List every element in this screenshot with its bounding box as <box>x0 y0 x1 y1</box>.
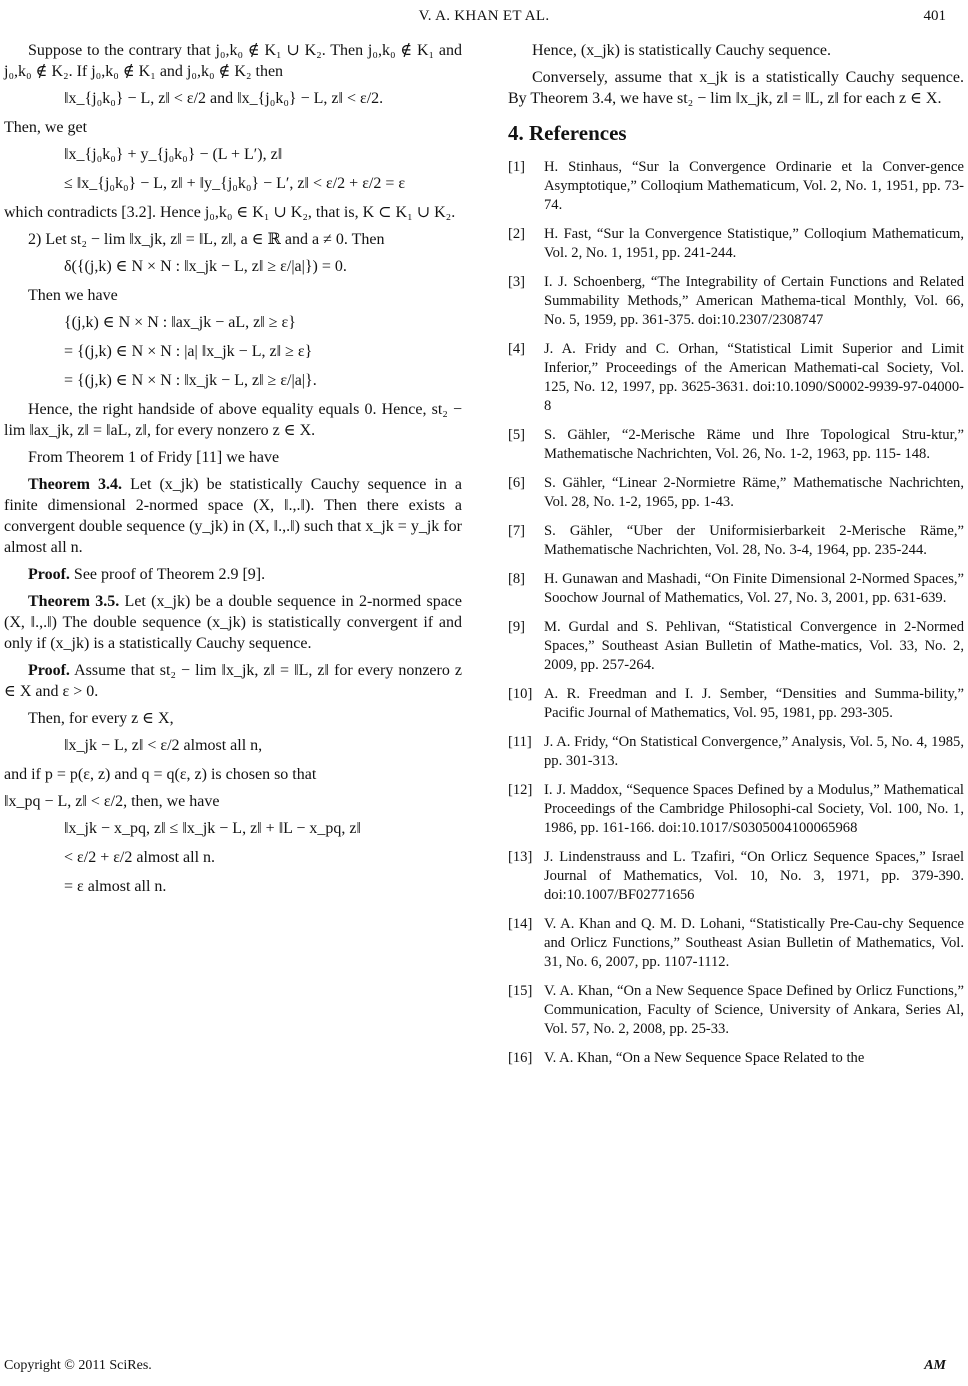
reference-list <box>508 158 964 1068</box>
reference-number: [5] <box>508 427 526 443</box>
reference-text: S. Gähler, “Uber der Uniformisierbarkeit 2-Merische Räme,” Mathematische Nachrichten, Vol. 28, No. 3-4, 1964, pp. 235-244. <box>544 523 964 558</box>
reference-item <box>508 426 964 464</box>
reference-item <box>508 1049 964 1068</box>
paragraph: Then we have <box>28 287 118 304</box>
reference-item <box>508 848 964 905</box>
theorem-label: Theorem 3.4. <box>28 476 122 493</box>
equation: δ({(j,k) ∈ N × N : ‖x_jk − L, z‖ ≥ ε/|a|}) = 0. <box>64 258 347 275</box>
reference-number: [1] <box>508 159 526 175</box>
page-number: 401 <box>923 8 946 24</box>
theorem-label: Theorem 3.5. <box>28 593 120 610</box>
reference-text: M. Gurdal and S. Pehlivan, “Statistical Convergence in 2-Normed Spaces,” Southeast Asian Bulletin of Mathe-matics, Vol. 33, No. 2, 2009, pp. 257-264. <box>544 619 964 673</box>
reference-item <box>508 618 964 675</box>
reference-text: A. R. Freedman and I. J. Sember, “Densities and Summa-bility,” Pacific Journal of Mathematics, Vol. 95, 1981, pp. 293-305. <box>544 686 964 721</box>
reference-text: V. A. Khan, “On a New Sequence Space Related to the <box>544 1050 865 1066</box>
reference-number: [13] <box>508 849 533 865</box>
left-column <box>4 40 462 905</box>
reference-number: [3] <box>508 274 526 290</box>
equation: = ε almost all n. <box>64 878 167 895</box>
running-head: V. A. KHAN ET AL. <box>418 8 550 24</box>
reference-item <box>508 733 964 771</box>
right-column <box>508 40 964 1078</box>
paragraph: Hence, (x_jk) is statistically Cauchy sequence. <box>532 42 832 59</box>
reference-text: V. A. Khan, “On a New Sequence Space Defined by Orlicz Functions,” Communication, Faculty of Science, University of Ankara, Series Al, Vol. 57, No. 2, 2008, pp. 25-33. <box>544 983 964 1037</box>
proof-text: Assume that st₂ − lim ‖x_jk, z‖ = ‖L, z‖ for every nonzero z ∈ X and ε > 0. <box>4 662 463 700</box>
reference-number: [12] <box>508 782 533 798</box>
reference-item <box>508 522 964 560</box>
paragraph: Then, for every z ∈ X, <box>28 710 174 727</box>
reference-text: V. A. Khan and Q. M. D. Lohani, “Statistically Pre-Cau-chy Sequence and Orlicz Functions,” Southeast Asian Bulletin of Mathematics, Vol. 31, No. 6, 2007, pp. 1107-1112. <box>544 916 964 970</box>
reference-number: [10] <box>508 686 533 702</box>
reference-item <box>508 273 964 330</box>
reference-text: S. Gähler, “2-Merische Räme und Ihre Topological Stru-ktur,” Mathematische Nachrichten, Vol. 26, No. 1-2, 1963, pp. 115- 148. <box>544 427 964 462</box>
proof <box>4 564 462 585</box>
footer <box>0 1358 968 1380</box>
reference-number: [8] <box>508 571 526 587</box>
paragraph: which contradicts [3.2]. Hence j₀,k₀ ∈ K₁ ∪ K₂, that is, K ⊂ K₁ ∪ K₂. <box>4 204 456 221</box>
paragraph: From Theorem 1 of Fridy [11] we have <box>28 449 280 466</box>
reference-number: [9] <box>508 619 526 635</box>
reference-item <box>508 685 964 723</box>
reference-number: [4] <box>508 341 526 357</box>
equation: = {(j,k) ∈ N × N : ‖x_jk − L, z‖ ≥ ε/|a|}. <box>64 372 317 389</box>
reference-item <box>508 340 964 416</box>
equation: ≤ ‖x_{j₀k₀} − L, z‖ + ‖y_{j₀k₀} − L′, z‖ < ε/2 + ε/2 = ε <box>64 175 406 192</box>
equation: ‖x_{j₀k₀} + y_{j₀k₀} − (L + L′), z‖ <box>64 146 283 163</box>
equation: < ε/2 + ε/2 almost all n. <box>64 849 216 866</box>
theorem-3-5 <box>4 591 462 654</box>
running-header <box>0 8 968 32</box>
section-heading: 4. References <box>508 121 627 145</box>
reference-number: [6] <box>508 475 526 491</box>
equation: ‖x_jk − L, z‖ < ε/2 almost all n, <box>64 737 263 754</box>
reference-number: [14] <box>508 916 533 932</box>
journal-abbrev: AM <box>924 1358 946 1373</box>
proof <box>4 660 462 702</box>
reference-text: I. J. Maddox, “Sequence Spaces Defined by a Modulus,” Mathematical Proceedings of the Cambridge Philosophi-cal Society, Vol. 100, No. 1, 1986, pp. 161-166. doi:10.1017/S0305004100065968 <box>544 782 964 836</box>
reference-number: [7] <box>508 523 526 539</box>
paragraph: Conversely, assume that x_jk is a statistically Cauchy sequence. By Theorem 3.4, we have st₂ − lim ‖x_jk, z‖ = ‖L, z‖ for each z ∈ X. <box>508 69 964 107</box>
copyright: Copyright © 2011 SciRes. <box>4 1358 152 1373</box>
reference-text: J. A. Fridy, “On Statistical Convergence,” Analysis, Vol. 5, No. 4, 1985, pp. 301-313. <box>544 734 964 769</box>
reference-number: [2] <box>508 226 526 242</box>
reference-item <box>508 158 964 215</box>
paragraph: Suppose to the contrary that j₀,k₀ ∉ K₁ ∪ K₂. Then j₀,k₀ ∉ K₁ and j₀,k₀ ∉ K₂. If j₀,k₀ ∉ K₁ and j₀,k₀ ∉ K₂ then <box>4 42 462 80</box>
paragraph: Hence, the right handside of above equality equals 0. Hence, st₂ − lim ‖ax_jk, z‖ = ‖aL, z‖, for every nonzero z ∈ X. <box>4 401 462 439</box>
paragraph: ‖x_pq − L, z‖ < ε/2, then, we have <box>4 793 220 810</box>
reference-text: H. Fast, “Sur la Convergence Statistique,” Colloqium Mathematicum, Vol. 2, No. 1, 1951, pp. 241-244. <box>544 226 964 261</box>
reference-item <box>508 781 964 838</box>
reference-number: [11] <box>508 734 532 750</box>
equation: ‖x_{j₀k₀} − L, z‖ < ε/2 and ‖x_{j₀k₀} − L, z‖ < ε/2. <box>64 90 384 107</box>
equation: ‖x_jk − x_pq, z‖ ≤ ‖x_jk − L, z‖ + ‖L − x_pq, z‖ <box>64 820 361 837</box>
reference-item <box>508 225 964 263</box>
equation: {(j,k) ∈ N × N : ‖ax_jk − aL, z‖ ≥ ε} <box>64 314 296 331</box>
theorem-text: Let (x_jk) be statistically Cauchy sequence in a finite dimensional 2-normed space (X, ‖.,.‖). Then there exists a convergent double sequence (y_jk) in (X, ‖.,.‖) such that x_jk = y_jk for almost all n. <box>4 476 463 556</box>
paragraph: Then, we get <box>4 119 88 136</box>
theorem-3-4 <box>4 474 462 558</box>
proof-label: Proof. <box>28 662 70 679</box>
proof-text: See proof of Theorem 2.9 [9]. <box>73 566 266 583</box>
reference-text: H. Gunawan and Mashadi, “On Finite Dimensional 2-Normed Spaces,” Soochow Journal of Mathematics, Vol. 27, No. 3, 2001, pp. 631-639. <box>544 571 964 606</box>
equation: = {(j,k) ∈ N × N : |a| ‖x_jk − L, z‖ ≥ ε} <box>64 343 313 360</box>
reference-item <box>508 474 964 512</box>
reference-text: I. J. Schoenberg, “The Integrability of Certain Functions and Related Summability Methods,” American Mathema-tical Monthly, Vol. 66, No. 5, 1959, pp. 361-375. doi:10.2307/2308747 <box>544 274 964 328</box>
reference-text: S. Gähler, “Linear 2-Normietre Räme,” Mathematische Nachrichten, Vol. 28, No. 1-2, 1965, pp. 1-43. <box>544 475 964 510</box>
reference-item <box>508 570 964 608</box>
reference-number: [16] <box>508 1050 533 1066</box>
reference-item <box>508 982 964 1039</box>
reference-text: J. A. Fridy and C. Orhan, “Statistical Limit Superior and Limit Inferior,” Proceedings of the American Mathemati-cal Society, Vol. 125, No. 12, 1997, pp. 3625-3631. doi:10.1090/S0002-9939-97-04000-8 <box>544 341 964 414</box>
reference-item <box>508 915 964 972</box>
paragraph: 2) Let st₂ − lim ‖x_jk, z‖ = ‖L, z‖, a ∈ ℝ and a ≠ 0. Then <box>28 231 385 248</box>
reference-number: [15] <box>508 983 533 999</box>
paragraph: and if p = p(ε, z) and q = q(ε, z) is chosen so that <box>4 766 317 783</box>
theorem-text: Let (x_jk) be a double sequence in 2-normed space (X, ‖.,.‖) The double sequence (x_jk) is statistically convergent if and only if (x_jk) is a statistically Cauchy sequence. <box>4 593 463 652</box>
reference-text: J. Lindenstrauss and L. Tzafiri, “On Orlicz Sequence Spaces,” Israel Journal of Mathematics, Vol. 10, No. 3, 1971, pp. 379-390. doi:10.1007/BF02771656 <box>544 849 964 903</box>
reference-text: H. Stinhaus, “Sur la Convergence Ordinarie et la Conver-gence Asymptotique,” Colloqium Mathematicum, Vol. 2, No. 1, 1951, pp. 73-74. <box>544 159 964 213</box>
proof-label: Proof. <box>28 566 70 583</box>
